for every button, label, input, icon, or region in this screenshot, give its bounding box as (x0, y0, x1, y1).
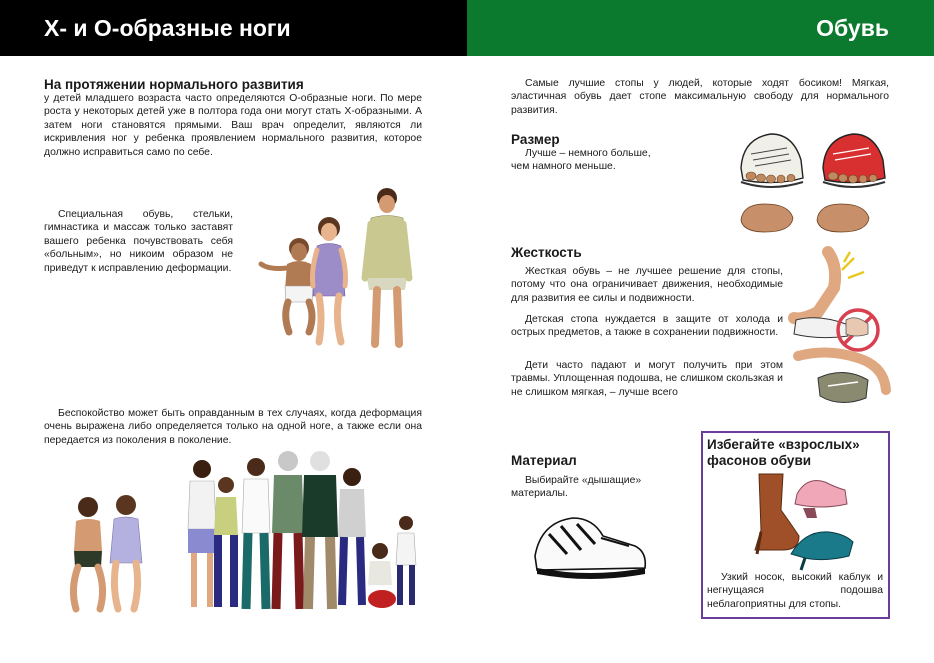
stiffness-p2: Детская стопа нуждается в защите от холода и острых предметов, а также в сохранении подвижности. (511, 314, 783, 339)
avoid-heading: Избегайте «взрослых» фасонов обуви (707, 437, 860, 468)
material-heading: Материал (511, 453, 577, 468)
toddlers-with-toy-group (368, 516, 416, 608)
stiffness-heading: Жесткость (511, 245, 582, 260)
stiffness-p3: Дети часто падают и могут получить при этом травмы. Уплощенная подошва, не слишком скользкая и не слишком мягкая, – лучше всего (511, 360, 783, 398)
header-right-bar (467, 0, 934, 56)
stiffness-p1: Жесткая обувь – не лучшее решение для стопы, потому что она ограничивает движения, необходимые для развития ее силы и подвижности. (511, 266, 783, 304)
avoid-body: Узкий носок, высокий каблук и негнущаяся подошва неблагоприятны для стопы. (707, 572, 883, 610)
girl-figure (313, 217, 346, 342)
shoe-size-illustration (735, 124, 895, 236)
adult-shoes-illustration (745, 470, 855, 570)
boy-figure (365, 188, 409, 344)
cowboy-boot (755, 474, 799, 554)
foot-prints (741, 204, 869, 232)
teal-high-heel (791, 532, 853, 570)
stiff-shoe-illustration (788, 248, 892, 418)
section-heading-normal-development: На протяжении нормального развития (44, 77, 304, 92)
page-title-right: Обувь (816, 14, 889, 41)
hand-bending-shoe (798, 352, 886, 402)
material-body: Выбирайте «дышащие» материалы. (511, 475, 642, 500)
size-body: Лучше – немного больше, чем намного меньше. (511, 148, 651, 173)
children-legs-illustration (255, 186, 415, 351)
section-body-special-shoes: Специальная обувь, стельки, гимнастика и массаж только заставят вашего ребенка почувствовать себя «больным», но никоим образом не приведут к исправлению деформации. (44, 209, 233, 274)
section-body-normal-development: у детей младшего возраста часто определяются О-образные ноги. По мере роста у некоторых детей уже в полтора года они могут стать Х-образными. А затем ноги становятся прямыми. Ваш врач определит, являются ли искривления ног у ребенка проявлением нормального развития, которое должно исправиться само по себе. (44, 93, 422, 158)
family-generations-illustration (66, 455, 426, 615)
adults-group (188, 451, 366, 609)
shoes-intro-text: Самые лучшие стопы у людей, которые ходят босиком! Мягкая, эластичная обувь дает стопе максимальную свободу для нормального развития. (511, 78, 889, 116)
bending-foot (794, 252, 864, 318)
red-sneaker (823, 134, 885, 187)
size-heading: Размер (511, 132, 560, 147)
page-title-left: Х- и О-образные ноги (44, 14, 291, 41)
small-children-group (73, 495, 142, 609)
section-body-concern: Беспокойство может быть оправданным в тех случаях, когда деформация очень выражена либо определяется только на одной ноге, а также если она передается из поколения в поколение. (44, 408, 422, 446)
well-fitted-shoe (741, 134, 803, 187)
header-left-bar (0, 0, 467, 56)
breathable-sneaker-illustration (531, 512, 649, 584)
pink-loafer (795, 481, 847, 519)
